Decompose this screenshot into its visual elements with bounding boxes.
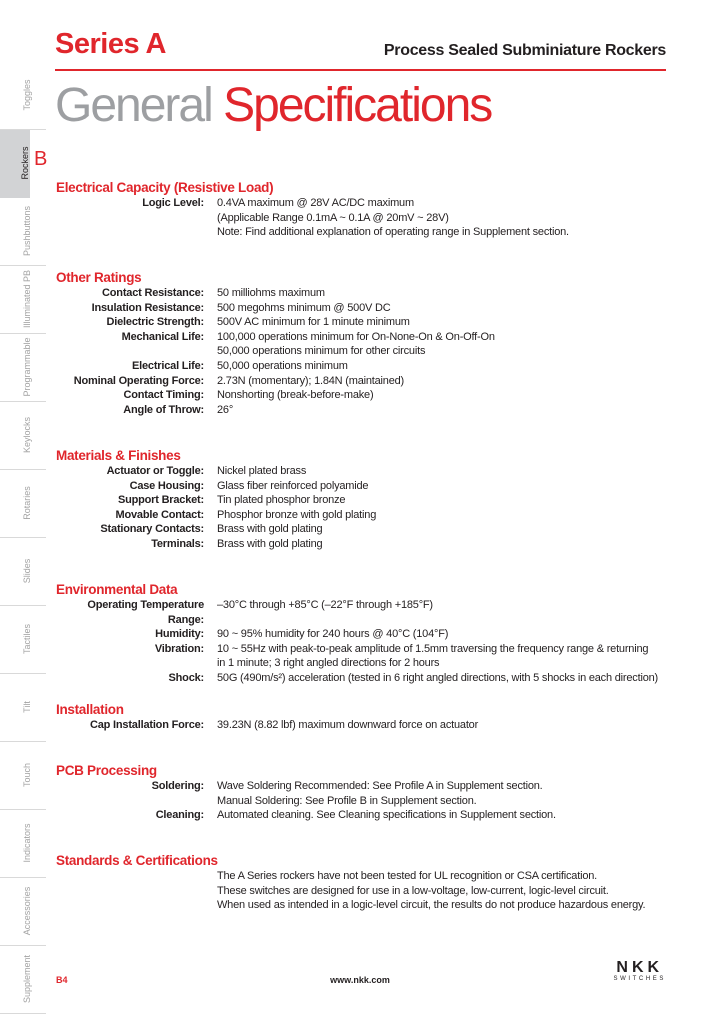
- spec-value: 500V AC minimum for 1 minute minimum: [217, 316, 410, 329]
- spec-row: [56, 374, 676, 389]
- spec-value: Brass with gold plating: [217, 537, 323, 550]
- spec-value: 100,000 operations minimum for On-None-On & On-Off-On: [217, 330, 495, 343]
- spec-row: [56, 388, 676, 403]
- tab-pushbuttons[interactable]: Pushbuttons: [0, 198, 46, 266]
- tab-slides[interactable]: Slides: [0, 538, 46, 606]
- spec-label: [56, 869, 217, 913]
- tab-toggles[interactable]: Toggles: [0, 62, 46, 130]
- tab-touch[interactable]: Touch: [0, 742, 46, 810]
- section-other-ratings: [56, 269, 676, 417]
- section-title: PCB Processing: [56, 763, 157, 778]
- logo-wordmark: NKK: [616, 959, 664, 976]
- spec-value: 26°: [217, 403, 234, 416]
- website-link: [0, 975, 720, 985]
- tab-tactiles[interactable]: Tactiles: [0, 606, 46, 674]
- spec-label: Soldering:: [151, 780, 204, 792]
- spec-label: Terminals:: [151, 537, 204, 550]
- sidebar-tabs: [0, 62, 46, 1014]
- spec-label: Case Housing:: [129, 479, 204, 492]
- spec-value: 0.4VA maximum @ 28V AC/DC maximum: [217, 197, 414, 209]
- page-number: B4: [56, 975, 68, 985]
- spec-row: [56, 479, 676, 494]
- page-subtitle: Process Sealed Subminiature Rockers: [383, 42, 666, 59]
- spec-value: in 1 minute; 3 right angled directions for 2 hours: [217, 657, 440, 670]
- spec-row: [56, 598, 676, 627]
- section-environmental-data: [56, 581, 676, 686]
- spec-label: Movable Contact:: [115, 508, 204, 521]
- spec-value: Brass with gold plating: [217, 523, 323, 536]
- section-title: Installation: [56, 702, 124, 717]
- spec-row: [56, 508, 676, 523]
- spec-value: The A Series rockers have not been tested for UL recognition or CSA certification.: [217, 870, 598, 882]
- spec-row: [56, 779, 676, 808]
- logo-subtitle: SWITCHES: [613, 976, 666, 982]
- spec-label: Contact Resistance:: [102, 287, 204, 299]
- spec-value: 50 milliohms maximum: [217, 287, 325, 299]
- section-pcb-processing: [56, 762, 676, 823]
- spec-value: 2.73N (momentary); 1.84N (maintained): [217, 374, 405, 387]
- section-title: Electrical Capacity (Resistive Load): [56, 180, 274, 195]
- section-title: Other Ratings: [56, 270, 142, 285]
- spec-row: [56, 627, 676, 642]
- section-title: Standards & Certifications: [56, 853, 218, 868]
- spec-value: Note: Find additional explanation of operating range in Supplement section.: [217, 226, 569, 239]
- spec-label: Insulation Resistance:: [91, 301, 204, 314]
- spec-value: When used as intended in a logic-level circuit, the results do not produce hazardous energy.: [217, 899, 646, 912]
- spec-row: [56, 464, 676, 479]
- spec-value: These switches are designed for use in a low-voltage, low-current, logic-level circuit.: [217, 884, 609, 897]
- spec-label: Angle of Throw:: [123, 403, 204, 416]
- tab-rockers[interactable]: Rockers: [0, 130, 30, 198]
- spec-value: 50,000 operations minimum: [217, 359, 348, 372]
- spec-row: [56, 330, 676, 359]
- spec-value: 39.23N (8.82 lbf) maximum downward force on actuator: [217, 719, 479, 731]
- page-title: [55, 80, 491, 133]
- spec-value: Tin plated phosphor bronze: [217, 494, 346, 507]
- spec-row: [56, 403, 676, 418]
- spec-label: Vibration:: [154, 642, 204, 655]
- spec-row: [56, 537, 676, 552]
- section-title: Environmental Data: [56, 582, 178, 597]
- spec-label: Electrical Life:: [132, 359, 204, 372]
- nkk-logo: [614, 960, 666, 982]
- spec-row: [56, 301, 676, 316]
- spec-label: Humidity:: [155, 628, 204, 641]
- spec-label: Cap Installation Force:: [90, 719, 204, 731]
- spec-value: Wave Soldering Recommended: See Profile A in Supplement section.: [217, 780, 543, 792]
- spec-row: [56, 286, 676, 301]
- tab-rotaries[interactable]: Rotaries: [0, 470, 46, 538]
- spec-value: –30°C through +85°C (–22°F through +185°F): [217, 599, 433, 611]
- section-letter-badge: B: [34, 148, 48, 170]
- section-installation: [56, 701, 676, 733]
- spec-label: Nominal Operating Force:: [73, 374, 204, 387]
- spec-label: Contact Timing:: [123, 389, 204, 402]
- spec-value: 90 ~ 95% humidity for 240 hours @ 40°C (104°F): [217, 628, 449, 641]
- tab-accessories[interactable]: Accessories: [0, 878, 46, 946]
- spec-row: [56, 869, 676, 913]
- spec-label: Support Bracket:: [117, 494, 204, 507]
- spec-label: Mechanical Life:: [121, 330, 204, 343]
- spec-value: Manual Soldering: See Profile B in Supplement section.: [217, 794, 477, 807]
- spec-row: [56, 718, 676, 733]
- spec-label: Dielectric Strength:: [106, 316, 204, 329]
- spec-value: Glass fiber reinforced polyamide: [217, 479, 369, 492]
- tab-illuminated-pb[interactable]: Illuminated PB: [0, 266, 46, 334]
- spec-label: Operating Temperature Range:: [87, 599, 204, 626]
- spec-row: [56, 359, 676, 374]
- section-materials-finishes: [56, 447, 676, 552]
- spec-value: 50G (490m/s²) acceleration (tested in 6 right angled directions, with 5 shocks in each direction): [217, 671, 658, 684]
- spec-label: Stationary Contacts:: [100, 523, 204, 536]
- tab-keylocks[interactable]: Keylocks: [0, 402, 46, 470]
- spec-label: Cleaning:: [155, 809, 204, 822]
- section-electrical-capacity: [56, 179, 676, 240]
- spec-value: 500 megohms minimum @ 500V DC: [217, 301, 391, 314]
- website-link-text[interactable]: www.nkk.com: [330, 975, 390, 985]
- page-title-specifications: Specifications: [223, 79, 492, 132]
- spec-row: [56, 808, 676, 823]
- spec-label: Shock:: [168, 671, 204, 684]
- spec-value: Nonshorting (break-before-make): [217, 389, 374, 402]
- spec-label: Actuator or Toggle:: [106, 465, 204, 477]
- section-standards-certifications: [56, 852, 676, 913]
- spec-row: [56, 671, 676, 686]
- spec-value: 50,000 operations minimum for other circuits: [217, 345, 426, 358]
- spec-row: [56, 493, 676, 508]
- spec-row: [56, 642, 676, 671]
- tab-tilt[interactable]: Tilt: [0, 674, 46, 742]
- tab-programmable[interactable]: Programmable: [0, 334, 46, 402]
- spec-value: (Applicable Range 0.1mA ~ 0.1A @ 20mV ~ 28V): [217, 211, 449, 224]
- header-divider: [55, 69, 666, 71]
- spec-row: [56, 522, 676, 537]
- spec-value: Nickel plated brass: [217, 465, 307, 477]
- spec-value: Phosphor bronze with gold plating: [217, 508, 377, 521]
- spec-row: [56, 315, 676, 330]
- spec-value: 10 ~ 55Hz with peak-to-peak amplitude of 1.5mm traversing the frequency range & returning: [217, 642, 649, 655]
- spec-row: [56, 196, 676, 240]
- spec-label: Logic Level:: [142, 197, 204, 209]
- tab-indicators[interactable]: Indicators: [0, 810, 46, 878]
- section-title: Materials & Finishes: [56, 448, 181, 463]
- page-title-general: General: [55, 79, 212, 132]
- tab-supplement[interactable]: Supplement: [0, 946, 46, 1014]
- spec-value: Automated cleaning. See Cleaning specifications in Supplement section.: [217, 809, 556, 822]
- series-title: Series A: [55, 28, 166, 60]
